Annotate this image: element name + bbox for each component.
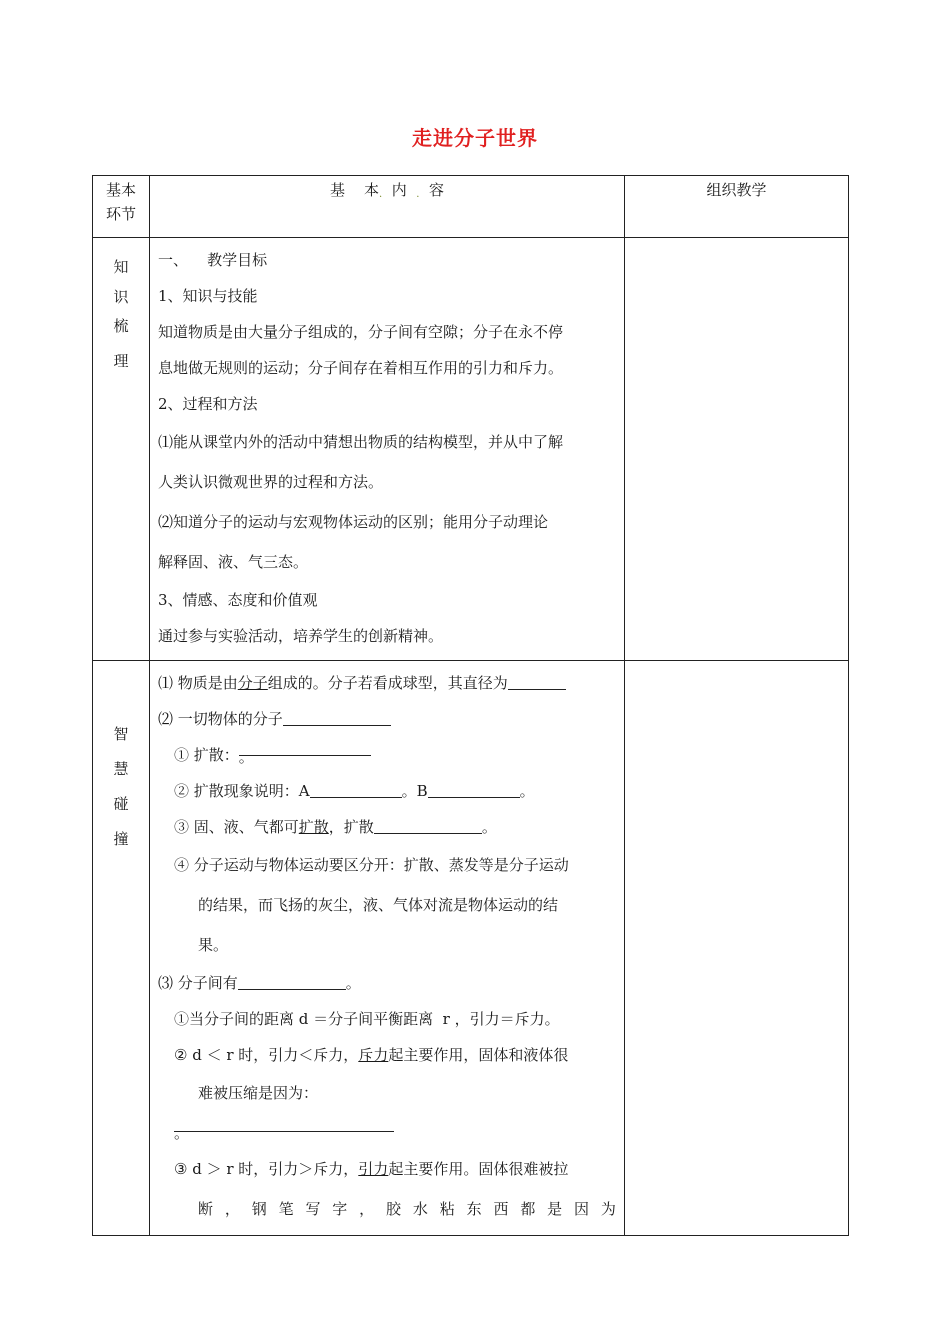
text-line: 3、情感、态度和价值观 xyxy=(158,591,318,609)
q1-text: ⑴ 物质是由 xyxy=(158,674,238,692)
section-wisdom-organize xyxy=(625,661,849,1236)
section-knowledge-organize xyxy=(625,238,849,661)
q3c-text-2: 起主要作用。固体很难被拉 xyxy=(388,1160,569,1178)
question-3b-cont: 难被压缩是因为： xyxy=(198,1084,319,1102)
text-line: ⑴能从课堂内外的活动中猜想出物质的结构模型，并从中了解 xyxy=(158,433,564,451)
q2c-text-2: ，扩散 xyxy=(328,818,374,836)
q2a-mark: 。 xyxy=(238,748,254,766)
text-line: 2、过程和方法 xyxy=(158,395,258,413)
char: 胶 xyxy=(386,1200,402,1218)
lesson-table xyxy=(92,175,849,1236)
q3b-text: ② d ＜ r 时，引力＜斥力， xyxy=(174,1046,359,1064)
char: 水 xyxy=(412,1200,428,1218)
q3b-blank[interactable] xyxy=(174,1115,394,1142)
text-line: 通过参与实验活动，培养学生的创新精神。 xyxy=(158,627,444,645)
q2a-blank[interactable] xyxy=(238,739,371,766)
q3b-mark: 。 xyxy=(174,1124,190,1142)
q1-text-2: 组成的。分子若看成球型，其直径为 xyxy=(267,674,508,692)
section-wisdom-row xyxy=(93,661,849,1236)
objective-heading: 一、 教学目标 xyxy=(158,251,268,269)
question-2c xyxy=(158,809,616,845)
header-stage xyxy=(93,176,150,238)
q3-blank[interactable] xyxy=(238,973,346,990)
q2c-text-3: 。 xyxy=(481,818,497,836)
label-char: 撞 xyxy=(113,830,129,848)
header-stage-line1: 基本 xyxy=(105,181,136,199)
q3b-text-2: 起主要作用，固体和液体很 xyxy=(388,1046,569,1064)
question-3 xyxy=(158,965,616,1001)
q3c-text: ③ d ＞ r 时，引力＞斥力， xyxy=(174,1160,359,1178)
q2b-text-3: 。 xyxy=(519,782,535,800)
char: 都 xyxy=(520,1200,536,1218)
q2b-blank-b[interactable] xyxy=(428,781,520,798)
text-line: 知道物质是由大量分子组成的，分子间有空隙；分子在永不停 xyxy=(158,323,564,341)
char: 断 xyxy=(198,1200,214,1218)
section-knowledge-content xyxy=(150,238,625,661)
label-char: 慧 xyxy=(113,760,129,778)
text-line: 1、知识与技能 xyxy=(158,287,258,305)
text-line: 解释固、液、气三态。 xyxy=(158,553,309,571)
label-char: 知 xyxy=(113,258,129,276)
q3-text: ⑶ 分子间有 xyxy=(158,974,238,992)
char: 因 xyxy=(574,1200,590,1218)
page-title: 走进分子世界 xyxy=(412,126,538,150)
label-char: 梳 xyxy=(113,317,129,335)
char: 粘 xyxy=(439,1200,455,1218)
text-line: 人类认识微观世界的过程和方法。 xyxy=(158,473,384,491)
label-char: 碰 xyxy=(113,795,129,813)
question-3b xyxy=(158,1037,616,1073)
header-content xyxy=(150,176,625,238)
q2-blank[interactable] xyxy=(283,709,391,726)
char: 是 xyxy=(547,1200,563,1218)
q3-text-2: 。 xyxy=(345,974,361,992)
char: 为 xyxy=(600,1200,616,1218)
question-3c-cont xyxy=(158,1189,616,1229)
section-knowledge-row xyxy=(93,238,849,661)
header-stage-line2: 环节 xyxy=(105,205,136,223)
char: ， xyxy=(359,1200,375,1218)
char: 笔 xyxy=(278,1200,294,1218)
q2b-blank-a[interactable] xyxy=(310,781,402,798)
question-3a: ①当分子间的距离 d ＝分子间平衡距离 r ，引力＝斥力。 xyxy=(174,1010,560,1028)
label-char: 识 xyxy=(113,288,129,306)
question-2d-cont: 的结果，而飞扬的灰尘，液、气体对流是物体运动的结 xyxy=(198,896,559,914)
question-2d: ④ 分子运动与物体运动要区分开：扩散、蒸发等是分子运动 xyxy=(174,856,569,874)
section-wisdom-label xyxy=(93,661,150,1236)
char: 写 xyxy=(305,1200,321,1218)
q2b-text: ② 扩散现象说明：A xyxy=(174,782,310,800)
char: 东 xyxy=(466,1200,482,1218)
q2-text: ⑵ 一切物体的分子 xyxy=(158,710,283,728)
char: 西 xyxy=(493,1200,509,1218)
char: 钢 xyxy=(251,1200,267,1218)
char: 字 xyxy=(332,1200,348,1218)
label-char: 理 xyxy=(113,352,129,370)
char: ， xyxy=(224,1200,240,1218)
label-char: 智 xyxy=(113,725,129,743)
q2b-text-2: 。B xyxy=(401,782,428,800)
text-line: 息地做无规则的运动；分子间存在着相互作用的引力和斥力。 xyxy=(158,359,564,377)
text-line: ⑵知道分子的运动与宏观物体运动的区别；能用分子动理论 xyxy=(158,513,549,531)
question-2a xyxy=(158,737,616,773)
question-3b-answer xyxy=(158,1113,616,1149)
section-wisdom-content xyxy=(150,661,625,1236)
q2a-text: ① 扩散： xyxy=(174,746,239,764)
q2c-text: ③ 固、液、气都可 xyxy=(174,818,299,836)
section-knowledge-label xyxy=(93,238,150,661)
q1-blank[interactable] xyxy=(508,673,566,690)
q2c-blank[interactable] xyxy=(374,817,482,834)
q3c-underlined: 引力 xyxy=(358,1160,389,1178)
header-organize: 组织教学 xyxy=(625,176,849,238)
question-2b xyxy=(158,773,616,809)
question-2d-cont: 果。 xyxy=(198,936,229,954)
q1-underlined: 分子 xyxy=(237,674,268,692)
table-header-row xyxy=(93,176,849,238)
q3b-underlined: 斥力 xyxy=(358,1046,389,1064)
question-1 xyxy=(158,665,616,701)
q2c-underlined: 扩散 xyxy=(298,818,329,836)
header-content-label: 基 本. 内 . 容 xyxy=(329,181,445,200)
question-2 xyxy=(158,701,616,737)
question-3c xyxy=(158,1149,616,1189)
